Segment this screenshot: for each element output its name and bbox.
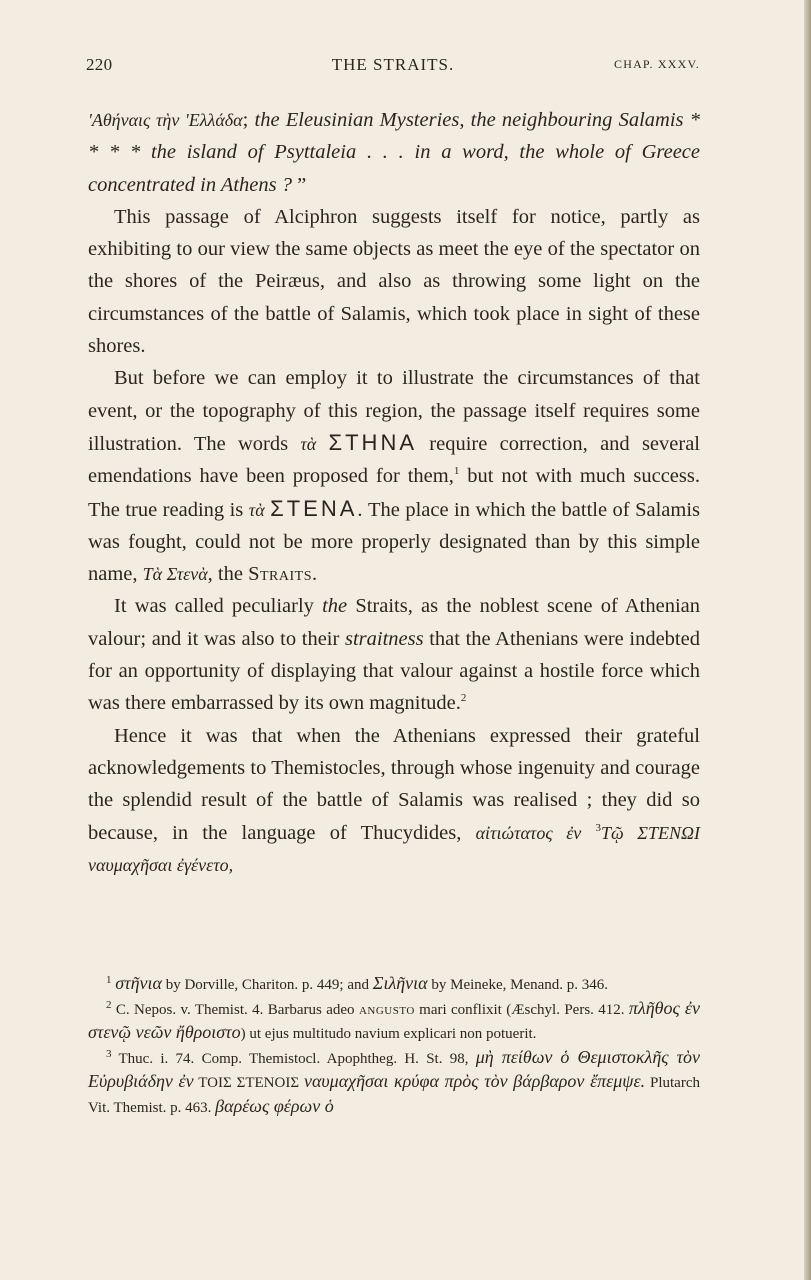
- footnote-1: $^1$ στῆνια by Dorville, Chariton. p. 449; and Σιλῆνια by Meineke, Menand. p. 346.: [106, 973, 609, 993]
- page-number: 220: [86, 55, 113, 74]
- chapter-label: CHAP. XXXV.: [614, 57, 700, 71]
- footnote-ref-3: 3: [595, 821, 601, 834]
- running-header: [86, 55, 700, 79]
- running-title: THE STRAITS.: [331, 55, 455, 74]
- greek-capitals-stena: ΣΤΕΝΑ: [270, 495, 358, 521]
- paragraph-emendation: But before we can employ it to illustrate the circumstances of that event, or the topography of this region, the passage itself requires some illustration. The words τὰ ΣΤΗΝΑ require correction, and several emendations have been proposed for them,$^1$ but not with much success. The true reading is τὰ ΣΤΕΝΑ. The place in which the battle of Salamis was fought, could not be more properly designated than by this simple name, Τὰ Στενὰ, the Straits.: [88, 367, 700, 586]
- footnote-ref-1: 1: [453, 465, 460, 478]
- footnote-ref-2: 2: [460, 692, 467, 705]
- body-text: [88, 104, 700, 881]
- footnote-2: $^2$ C. Nepos. v. Themist. 4. Barbarus adeo angusto mari conflixit (Æschyl. Pers. 412. πλῆθος ἐν στενῷ νεῶν ἤθροιστο) ut ejus multitudo navium explicari non potuerit.: [88, 997, 700, 1043]
- paragraph-alciphron: This passage of Alciphron suggests itself for notice, partly as exhibiting to our view the same objects as meet the eye of the spectator on the shores of the Peiræus, and also as throwing some light on the circumstances of the battle of Salamis, which took place in sight of these shores.: [88, 205, 700, 358]
- footnotes: [88, 972, 700, 1120]
- page-edge-shadow: [804, 0, 811, 1280]
- paragraph-quote-end: 'Αθήναις τὴν 'Ελλάδα; the Eleusinian Mysteries, the neighbouring Salamis * * * * the island of Psyttaleia . . . in a word, the whole of Greece concentrated in Athens ? ”: [88, 109, 700, 196]
- footnote-3: $^3$ Thuc. i. 74. Comp. Themistocl. Apophtheg. H. St. 98, μὴ πείθων ὁ Θεμιστοκλῆς τὸν Εὐρυβιάδην ἐν ΤΟΙΣ ΣΤΕΝΟΙΣ ναυμαχῆσαι κρύφα πρὸς τὸν βάρβαρον ἔπεμψε. Plutarch Vit. Themist. p. 463. βαρέως φέρων ὁ: [88, 1046, 701, 1116]
- greek-capitals-sthna: ΣΤΗΝΑ: [328, 429, 418, 455]
- paragraph-straits: It was called peculiarly the Straits, as the noblest scene of Athenian valour; and it was also to their straitness that the Athenians were indebted for an opportunity of displaying that valour against a hostile force which was there embarrassed by its own magnitude.$^2$: [88, 595, 700, 715]
- paragraph-themistocles: Hence it was that when the Athenians expressed their grateful acknowledgements to Themistocles, through whose ingenuity and courage the splendid result of the battle of Salamis was realised ; they did so because, in the language of Thucydides, αἰτιώτατος ἐν $^3$Τῷ ΣΤΕΝΩΙ ναυμαχῆσαι ἐγένετο,: [88, 724, 700, 875]
